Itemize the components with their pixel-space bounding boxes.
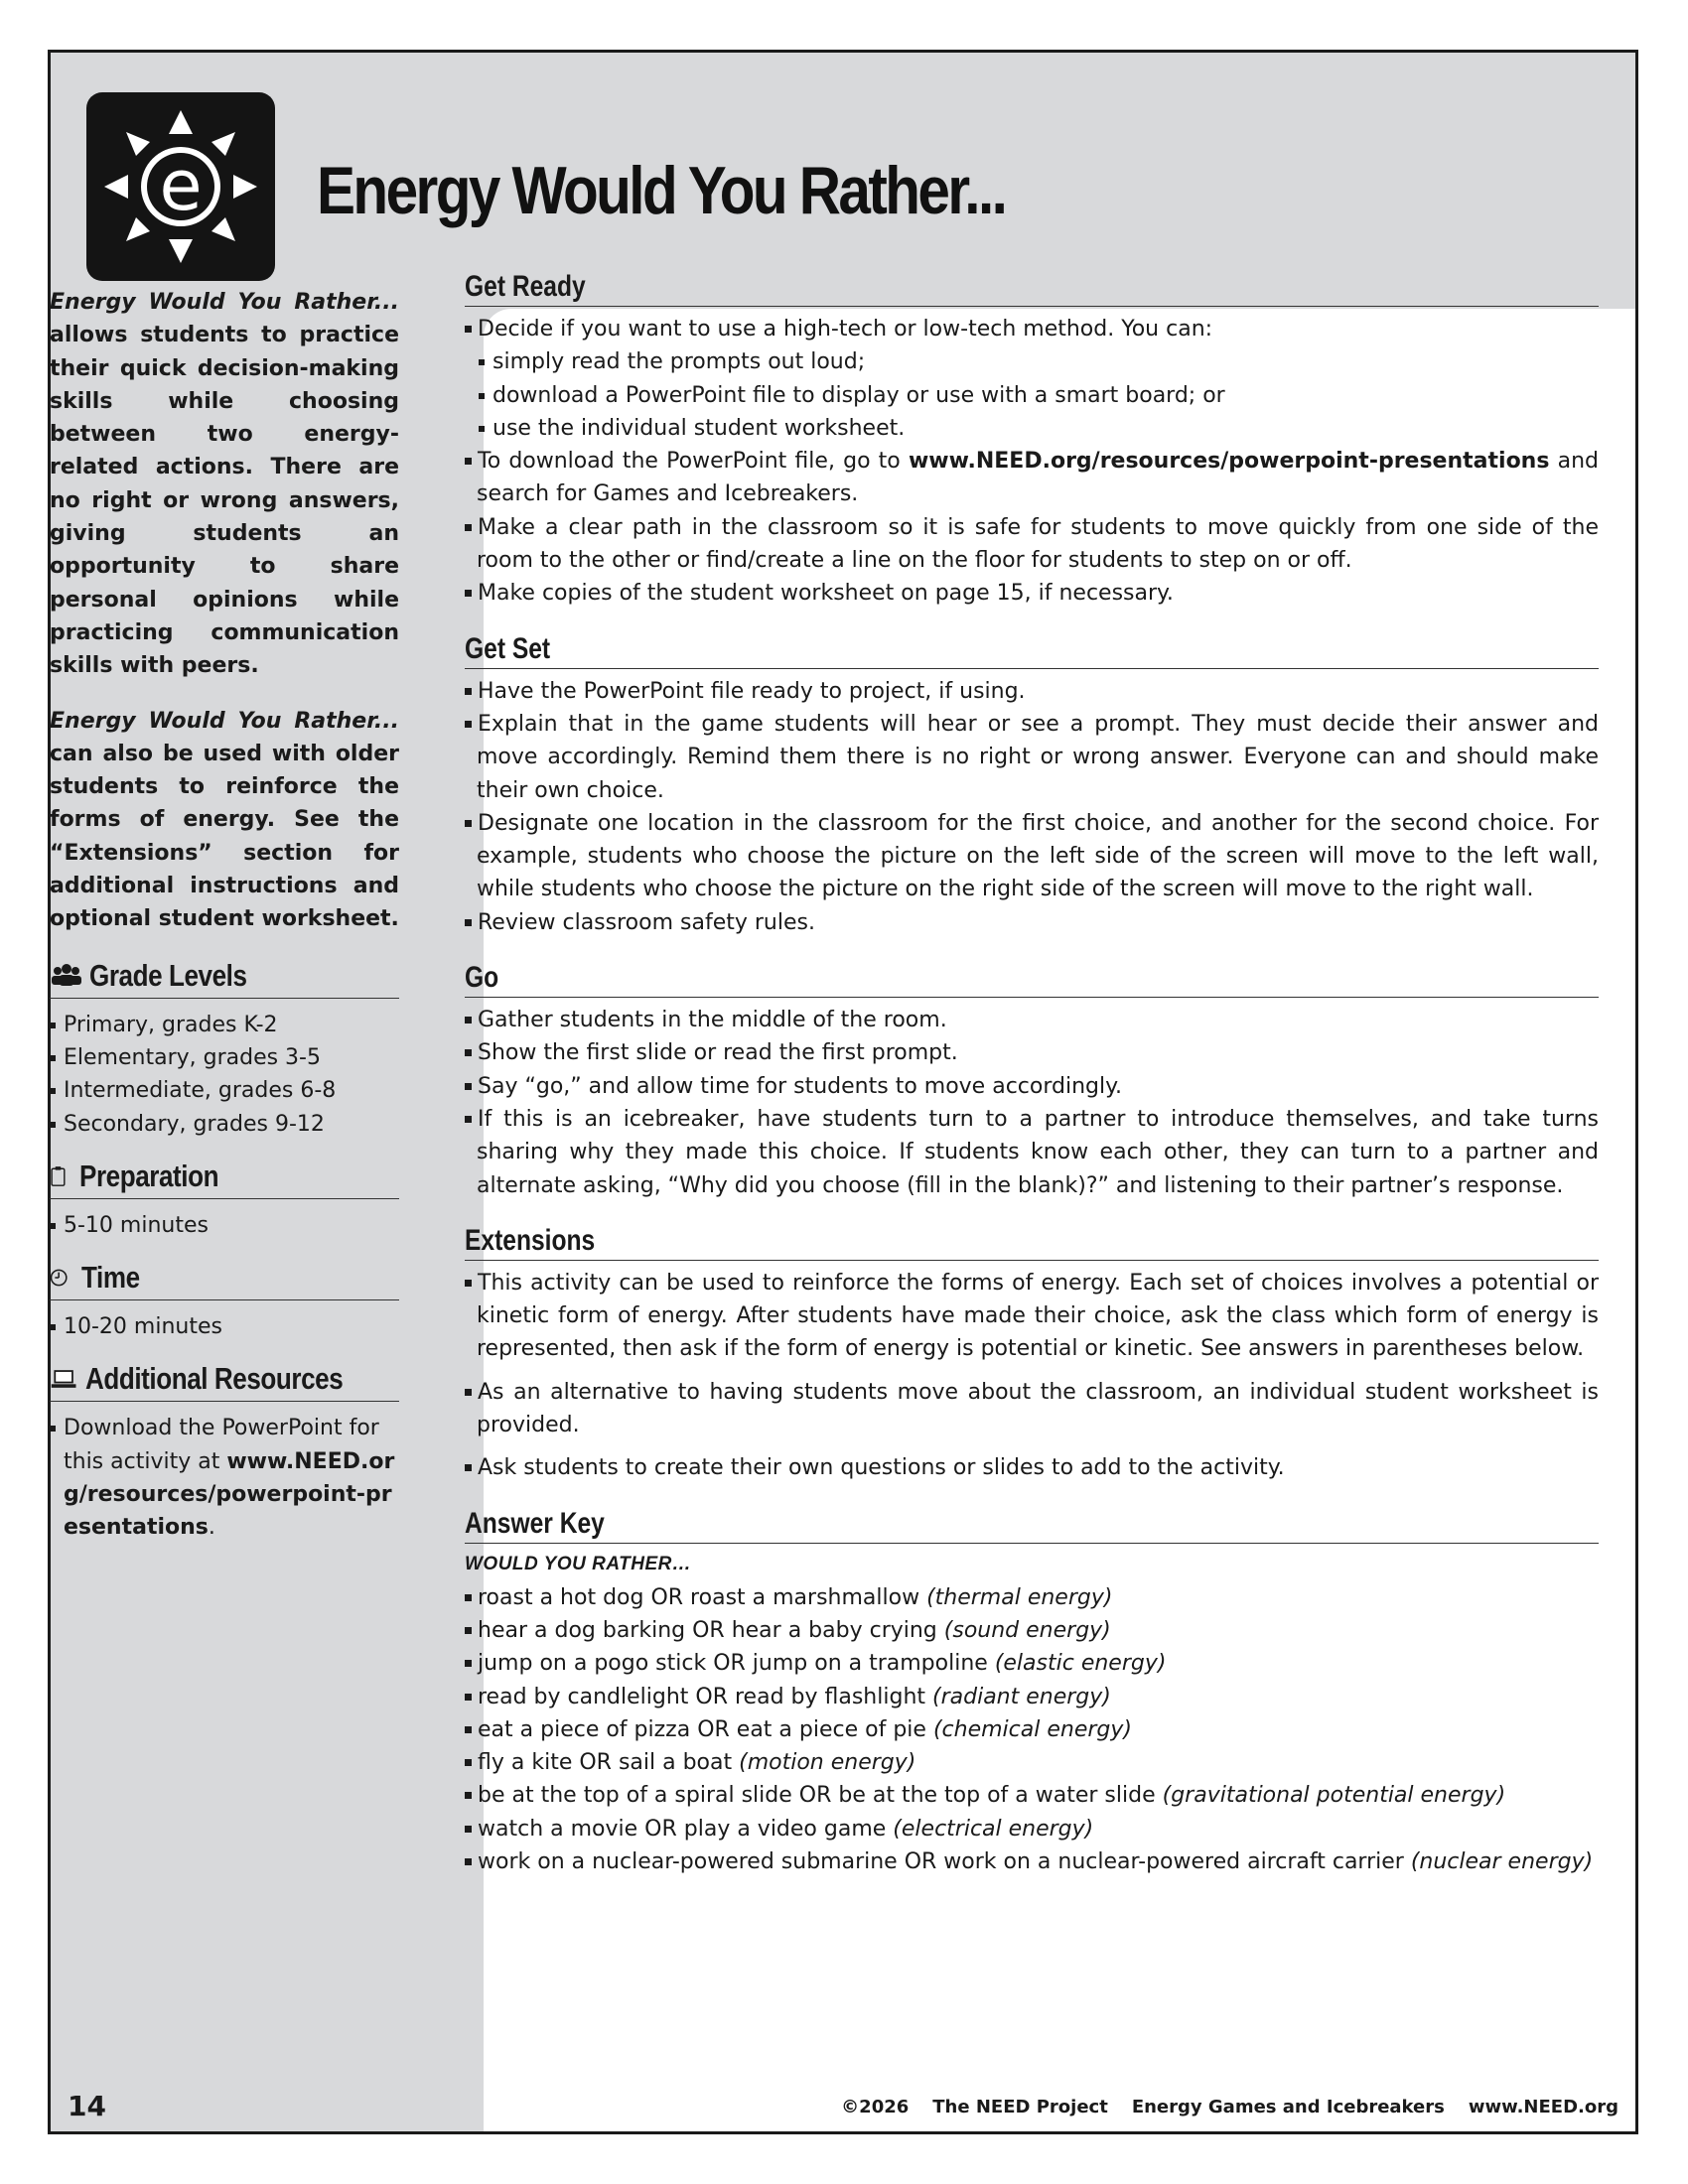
answer-item: be at the top of a spiral slide OR be at the top of a water slide (gravitational potential energy) (465, 1779, 1599, 1812)
preparation-title: Preparation (79, 1158, 219, 1193)
answer-item: jump on a pogo stick OR jump on a trampoline (elastic energy) (465, 1647, 1599, 1680)
resources-heading (50, 1361, 399, 1402)
clock-icon (50, 1263, 75, 1293)
extensions-list (465, 1267, 1599, 1485)
footer-book: Energy Games and Icebreakers (1131, 2097, 1445, 2117)
list-item: Say “go,” and allow time for students to move accordingly. (465, 1070, 1599, 1103)
list-item: As an alternative to having students move about the classroom, an individual student worksheet is provided. (465, 1376, 1599, 1442)
list-item: Review classroom safety rules. (465, 906, 1599, 939)
list-item: Explain that in the game students will hear or see a prompt. They must decide their answer and move accordingly. Remind them there is no right or wrong answer. Everyone can and should make their own choice. (465, 708, 1599, 807)
list-item: This activity can be used to reinforce the forms of energy. Each set of choices involves a potential or kinetic form of energy. After students have made their choice, ask the class which form of energy is represented, then ask if the form of energy is potential or kinetic. See answers in parentheses below. (465, 1267, 1599, 1366)
get-set-heading: Get Set (465, 632, 1599, 669)
list-item: Secondary, grades 9-12 (50, 1108, 399, 1141)
answer-item: read by candlelight OR read by flashlight (radiant energy) (465, 1681, 1599, 1713)
list-item: Designate one location in the classroom for the first choice, and another for the second choice. For example, students who choose the picture on the left side of the screen will move to the left wall, while students who choose the picture on the right side of the screen will move to the right wall. (465, 807, 1599, 906)
answer-item: eat a piece of pizza OR eat a piece of pie (chemical energy) (465, 1713, 1599, 1746)
people-icon (50, 961, 83, 991)
list-item: Decide if you want to use a high-tech or low-tech method. You can: (465, 313, 1599, 345)
list-item: simply read the prompts out loud; (465, 345, 1599, 378)
intro-body-1: allows students to practice their quick decision-making skills while choosing between two energy-related actions. There are no right or wrong answers, giving students an opportunity to share personal opinions while practicing communication skills with peers. (50, 323, 399, 679)
list-item: Make a clear path in the classroom so it is safe for students to move quickly from one side of the room to the other or find/create a line on the floor for students to step on or off. (465, 511, 1599, 578)
footer-url[interactable]: www.NEED.org (1468, 2097, 1618, 2117)
grade-levels-list (50, 1009, 399, 1141)
laptop-icon (50, 1364, 79, 1394)
list-item: Ask students to create their own questions or slides to add to the activity. (465, 1451, 1599, 1484)
list-item: Primary, grades K-2 (50, 1009, 399, 1041)
resources-text: Download the PowerPoint for this activity at (64, 1416, 379, 1474)
extensions-heading: Extensions (465, 1224, 1599, 1261)
list-item: Have the PowerPoint file ready to project, if using. (465, 675, 1599, 708)
logo-letter: e (159, 145, 203, 226)
answer-item: hear a dog barking OR hear a baby crying (sound energy) (465, 1614, 1599, 1647)
sun-icon (86, 92, 275, 281)
get-ready-list (465, 313, 1599, 611)
list-item (50, 1412, 399, 1544)
main-content (465, 270, 1599, 1878)
time-list (50, 1310, 399, 1343)
time-heading (50, 1260, 399, 1300)
list-item: Show the first slide or read the first prompt. (465, 1036, 1599, 1069)
intro-paragraph-2 (50, 705, 399, 936)
intro-title-2: Energy Would You Rather... (50, 708, 399, 734)
resources-link[interactable]: www.NEED.org/resources/powerpoint-presentations (64, 1448, 395, 1541)
answer-item: fly a kite OR sail a boat (motion energy) (465, 1746, 1599, 1779)
powerpoint-link[interactable]: www.NEED.org/resources/powerpoint-presentations (908, 449, 1550, 475)
list-item: Elementary, grades 3-5 (50, 1041, 399, 1074)
list-item: use the individual student worksheet. (465, 412, 1599, 445)
list-item: 5-10 minutes (50, 1209, 399, 1242)
footer-copyright: ©2026 (841, 2097, 910, 2117)
list-item: download a PowerPoint file to display or use with a smart board; or (465, 379, 1599, 412)
footer-org: The NEED Project (932, 2097, 1108, 2117)
answer-item: watch a movie OR play a video game (electrical energy) (465, 1813, 1599, 1845)
list-item: Make copies of the student worksheet on page 15, if necessary. (465, 577, 1599, 610)
page-number: 14 (68, 2090, 106, 2122)
answer-key-subheading: WOULD YOU RATHER… (465, 1553, 692, 1574)
preparation-heading (50, 1159, 399, 1199)
answer-key-heading: Answer Key (465, 1507, 1599, 1544)
list-item: Intermediate, grades 6-8 (50, 1074, 399, 1107)
footer (841, 2097, 1618, 2117)
grade-levels-title: Grade Levels (89, 957, 247, 993)
resources-list (50, 1412, 399, 1544)
clipboard-icon (50, 1161, 73, 1191)
resources-title: Additional Resources (85, 1361, 344, 1397)
page-title: Energy Would You Rather... (317, 153, 1006, 228)
list-item: To download the PowerPoint file, go to www.NEED.org/resources/powerpoint-presentations and search for Games and Icebreakers. (465, 445, 1599, 511)
get-ready-heading: Get Ready (465, 270, 1599, 307)
get-set-list (465, 675, 1599, 939)
answer-item: work on a nuclear-powered submarine OR work on a nuclear-powered aircraft carrier (nuclear energy) (465, 1845, 1599, 1878)
answer-key-list (465, 1581, 1599, 1879)
go-heading: Go (465, 961, 1599, 998)
list-item: Gather students in the middle of the room. (465, 1004, 1599, 1036)
list-item: If this is an icebreaker, have students turn to a partner to introduce themselves, and take turns sharing why they made this choice. If students know each other, they can turn to a partner and alternate asking, “Why did you choose (fill in the blank)?” and listening to their partner’s response. (465, 1103, 1599, 1202)
grade-levels-heading (50, 958, 399, 999)
intro-body-2: can also be used with older students to reinforce the forms of energy. See the “Extensions” section for additional instructions and optional student worksheet. (50, 741, 399, 932)
answer-item: roast a hot dog OR roast a marshmallow (thermal energy) (465, 1581, 1599, 1614)
sidebar (50, 286, 399, 1545)
intro-paragraph-1 (50, 286, 399, 683)
resources-text-end: . (208, 1515, 215, 1541)
go-list (465, 1004, 1599, 1202)
time-title: Time (81, 1260, 140, 1296)
list-item: 10-20 minutes (50, 1310, 399, 1343)
intro-title-1: Energy Would You Rather... (50, 290, 399, 315)
preparation-list (50, 1209, 399, 1242)
energy-logo (86, 92, 275, 281)
